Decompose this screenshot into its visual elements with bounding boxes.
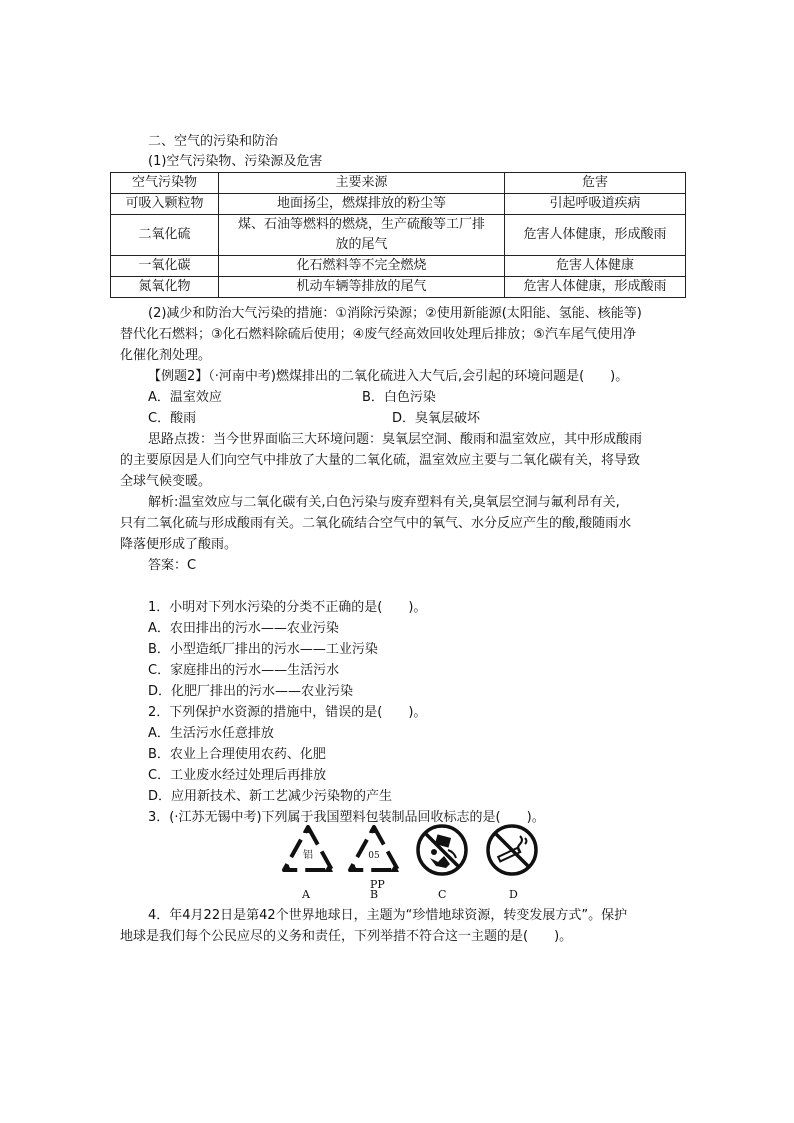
question-2-option: B．农业上合理使用农药、化肥 — [148, 747, 326, 762]
table-cell: 二氧化硫 — [111, 215, 219, 256]
icon-label: B — [370, 888, 379, 901]
pollutant-table — [110, 172, 686, 298]
question-1-option: D．化肥厂排出的污水——农业污染 — [148, 684, 354, 699]
table-cell: 地面扬尘，燃煤排放的粉尘等 — [219, 194, 505, 215]
table-cell-line: 放的尾气 — [335, 237, 388, 252]
table-cell: 一氧化碳 — [111, 256, 219, 277]
icon-label: C — [438, 888, 447, 901]
option-d: D．臭氧层破坏 — [392, 411, 481, 426]
icon-label: A — [302, 888, 310, 901]
question-1-option: C．家庭排出的污水——生活污水 — [148, 663, 340, 678]
table-header: 空气污染物 — [111, 173, 219, 194]
no-littering-icon — [414, 822, 470, 878]
icon-b-text: 05 — [368, 851, 380, 861]
table-header: 危害 — [505, 173, 686, 194]
table-row — [111, 256, 686, 277]
analysis-line: 只有二氧化硫与形成酸雨有关。二氧化硫结合空气中的氧气、水分反应产生的酸,酸随雨水 — [120, 516, 632, 531]
measures-line: (2)减少和防治大气污染的措施：①消除污染源；②使用新能源(太阳能、氢能、核能等) — [148, 306, 642, 321]
analysis-line: 解析:温室效应与二氧化碳有关,白色污染与废弃塑料有关,臭氧层空洞与氟利昂有关, — [148, 495, 620, 510]
table-cell-line: 煤、石油等燃料的燃烧，生产硫酸等工厂排 — [237, 217, 485, 232]
section-title: 二、空气的污染和防治 — [148, 134, 279, 149]
question-2-option: A．生活污水任意排放 — [148, 726, 274, 741]
example-question: 【例题2】（·河南中考)燃煤排出的二氧化硫进入大气后,会引起的环境问题是( )。 — [148, 369, 629, 384]
table-row — [111, 215, 686, 256]
question-2-option: C．工业废水经过处理后再排放 — [148, 768, 327, 783]
measures-line: 化催化剂处理。 — [120, 348, 212, 363]
question-1-option: A．农田排出的污水——农业污染 — [148, 621, 339, 636]
question-2-option: D．应用新技术、新工艺减少污染物的产生 — [148, 789, 393, 804]
icon-b-sub: PP — [370, 878, 385, 891]
hint-line: 全球气候变暖。 — [120, 474, 212, 489]
hint-line: 思路点拨：当今世界面临三大环境问题：臭氧层空洞、酸雨和温室效应，其中形成酸雨 — [148, 432, 643, 447]
recycling-symbols — [280, 822, 550, 904]
table-cell: 机动车辆等排放的尾气 — [219, 277, 505, 298]
question-2-stem: 2．下列保护水资源的措施中，错误的是( )。 — [148, 705, 427, 720]
subsection-title: (1)空气污染物、污染源及危害 — [148, 154, 323, 169]
question-1-option: B．小型造纸厂排出的污水——工业污染 — [148, 642, 378, 657]
table-header: 主要来源 — [219, 173, 505, 194]
analysis-line: 降落便形成了酸雨。 — [120, 537, 238, 552]
table-cell: 危害人体健康 — [505, 256, 686, 277]
icon-label: D — [509, 888, 518, 901]
recycle-triangle-icon — [280, 822, 336, 878]
question-3-stem: 3．(·江苏无锡中考)下列属于我国塑料包装制品回收标志的是( )。 — [148, 810, 545, 825]
table-cell: 危害人体健康，形成酸雨 — [505, 215, 686, 256]
measures-line: 替代化石燃料；③化石燃料除硫后使用；④废气经高效回收处理后排放；⑤汽车尾气使用净 — [120, 327, 636, 342]
answer: 答案：C — [148, 558, 197, 573]
table-cell: 可吸入颗粒物 — [111, 194, 219, 215]
table-row — [111, 194, 686, 215]
option-a: A．温室效应 — [148, 390, 222, 405]
no-smoking-icon — [484, 822, 540, 878]
question-4-line: 地球是我们每个公民应尽的义务和责任，下列举措不符合这一主题的是( )。 — [120, 929, 573, 944]
option-b: B．白色污染 — [362, 390, 436, 405]
table-cell: 危害人体健康，形成酸雨 — [505, 277, 686, 298]
hint-line: 的主要原因是人们向空气中排放了大量的二氧化硫，温室效应主要与二氧化碳有关，将导致 — [120, 453, 641, 468]
table-header-row — [111, 173, 686, 194]
option-c: C．酸雨 — [148, 411, 197, 426]
icon-a-text: 铝 — [303, 850, 313, 861]
table-cell: 化石燃料等不完全燃烧 — [219, 256, 505, 277]
question-4-line: 4．年4月22日是第42个世界地球日，主题为“珍惜地球资源，转变发展方式”。保护 — [148, 908, 628, 923]
table-row — [111, 277, 686, 298]
recycle-triangle-icon — [346, 822, 402, 878]
question-1-stem: 1．小明对下列水污染的分类不正确的是( )。 — [148, 600, 427, 615]
table-cell: 引起呼吸道疾病 — [505, 194, 686, 215]
table-cell: 氮氧化物 — [111, 277, 219, 298]
table-cell — [219, 215, 505, 256]
